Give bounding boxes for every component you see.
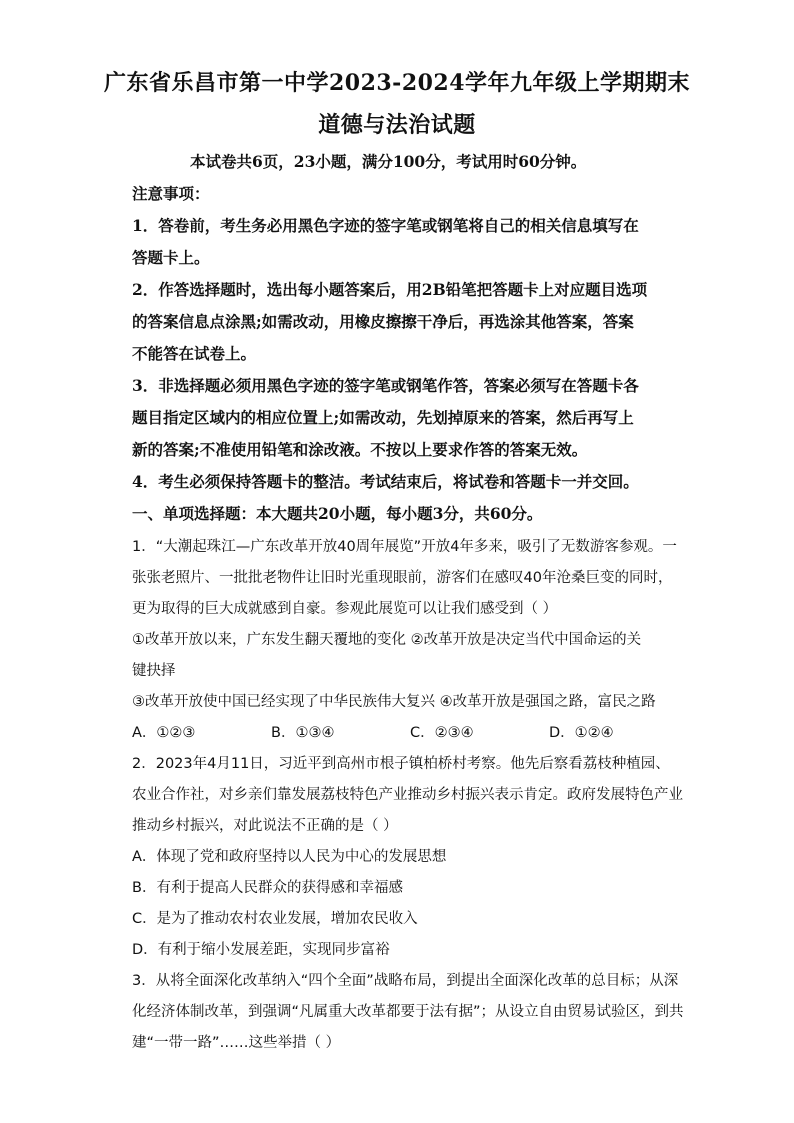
option-a[interactable]: A．①②③ [132, 725, 196, 741]
question-1-statement: 键抉择 [132, 663, 176, 679]
notes-heading: 注意事项： [132, 184, 210, 203]
question-1-line: 张张老照片、一批批老物件让旧时光重现眼前，游客们在感叹40年沧桑巨变的同时， [132, 570, 673, 586]
note-line: 1．答卷前，考生务必用黑色字迹的签字笔或钢笔将自己的相关信息填写在 [132, 216, 639, 235]
note-line: 新的答案;不准使用铅笔和涂改液。不按以上要求作答的答案无效。 [132, 440, 588, 459]
option-d[interactable]: D．有利于缩小发展差距，实现同步富裕 [132, 942, 390, 958]
question-1-statement: ①改革开放以来，广东发生翻天覆地的变化 ②改革开放是决定当代中国命运的关 [132, 632, 642, 648]
question-1-statement: ③改革开放使中国已经实现了中华民族伟大复兴 ④改革开放是强国之路，富民之路 [132, 694, 656, 710]
note-line: 题目指定区域内的相应位置上;如需改动，先划掉原来的答案，然后再写上 [132, 408, 634, 427]
exam-subtitle: 本试卷共6页，23小题，满分100分，考试用时60分钟。 [190, 152, 587, 171]
question-3-line: 建“一带一路”……这些举措（ ） [132, 1035, 341, 1051]
option-c[interactable]: C．是为了推动农村农业发展，增加农民收入 [132, 911, 418, 927]
option-b[interactable]: B．①③④ [271, 725, 335, 741]
option-b[interactable]: B．有利于提高人民群众的获得感和幸福感 [132, 880, 403, 896]
exam-title-line1: 广东省乐昌市第一中学2023-2024学年九年级上学期期末 [103, 70, 691, 96]
option-d[interactable]: D．①②④ [549, 725, 614, 741]
section-heading: 一、单项选择题：本大题共20小题，每小题3分，共60分。 [132, 504, 543, 523]
note-line: 3．非选择题必须用黑色字迹的签字笔或钢笔作答，答案必须写在答题卡各 [132, 376, 639, 395]
option-a[interactable]: A．体现了党和政府坚持以人民为中心的发展思想 [132, 849, 447, 865]
question-3-line: 3．从将全面深化改革纳入“四个全面”战略布局，到提出全面深化改革的总目标；从深 [132, 973, 679, 989]
note-line: 不能答在试卷上。 [132, 344, 257, 363]
question-3-line: 化经济体制改革，到强调“凡属重大改革都要于法有据”；从设立自由贸易试验区，到共 [132, 1004, 684, 1020]
exam-title-line2: 道德与法治试题 [318, 112, 476, 138]
option-c[interactable]: C．②③④ [410, 725, 474, 741]
note-line: 的答案信息点涂黑;如需改动，用橡皮擦擦干净后，再选涂其他答案，答案 [132, 312, 634, 331]
question-2-line: 农业合作社，对乡亲们靠发展荔枝特色产业推动乡村振兴表示肯定。政府发展特色产业 [132, 787, 683, 803]
question-1-line: 更为取得的巨大成就感到自豪。参观此展览可以让我们感受到（ ） [132, 601, 558, 617]
note-line: 4．考生必须保持答题卡的整洁。考试结束后，将试卷和答题卡一并交回。 [132, 472, 639, 491]
question-2-line: 2．2023年4月11日，习近平到高州市根子镇柏桥村考察。他先后察看荔枝种植园、 [132, 756, 670, 772]
question-2-line: 推动乡村振兴，对此说法不正确的是（ ） [132, 818, 398, 834]
note-line: 答题卡上。 [132, 248, 210, 267]
question-1-line: 1．“大潮起珠江—广东改革开放40周年展览”开放4年多来，吸引了无数游客参观。一 [132, 539, 677, 555]
note-line: 2．作答选择题时，选出每小题答案后，用2B铅笔把答题卡上对应题目选项 [132, 280, 648, 299]
